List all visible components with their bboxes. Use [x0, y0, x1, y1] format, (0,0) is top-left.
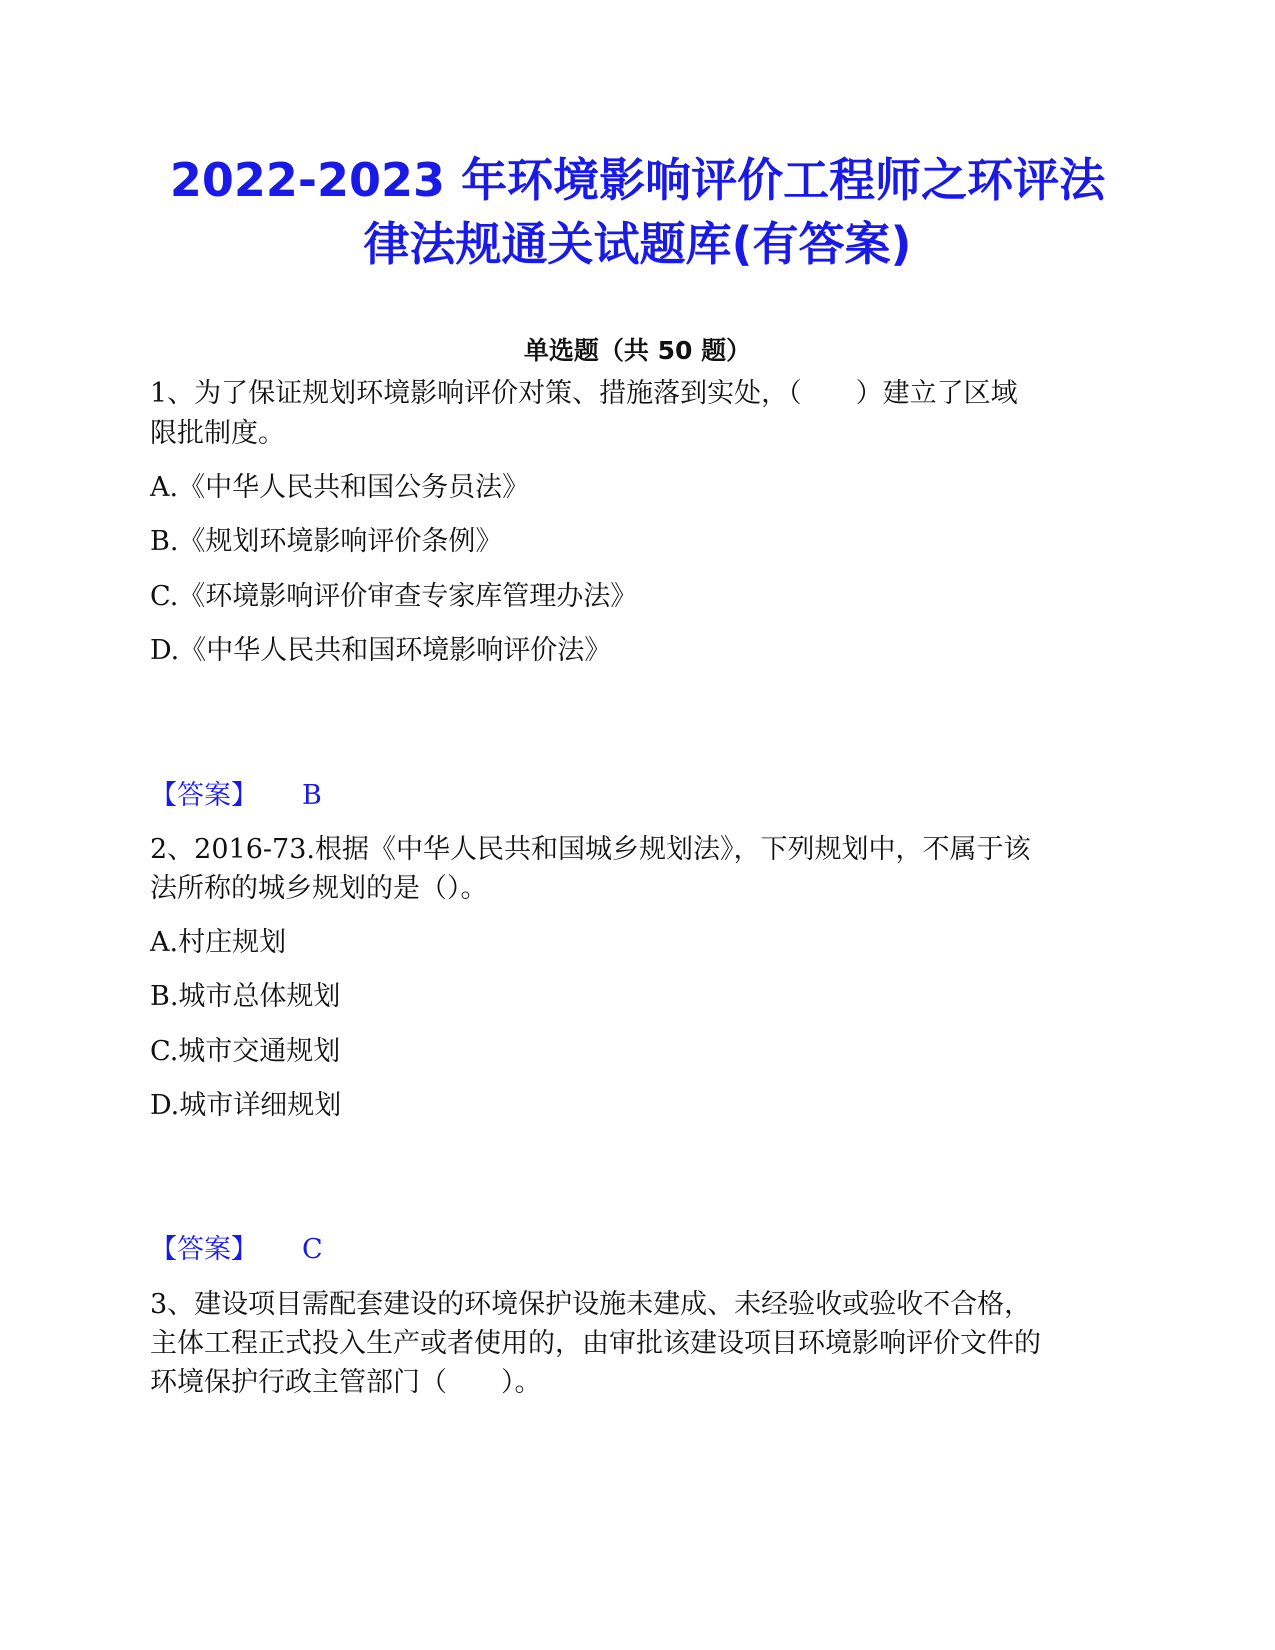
question-2-option-d: D.城市详细规划	[150, 1090, 342, 1121]
question-1-stem-line-1: 1、为了保证规划环境影响评价对策、措施落到实处，（ ）建立了区域	[150, 378, 1018, 409]
question-1-option-d: D.《中华人民共和国环境影响评价法》	[150, 635, 612, 666]
question-1-option-c: C.《环境影响评价审查专家库管理办法》	[150, 581, 638, 612]
answer-label: 【答案】	[150, 1234, 258, 1265]
question-1-option-b: B.《规划环境影响评价条例》	[150, 526, 503, 557]
question-3-stem-line-2: 主体工程正式投入生产或者使用的，由审批该建设项目环境影响评价文件的	[150, 1328, 1041, 1359]
answer-label: 【答案】	[150, 780, 258, 811]
question-2-option-b: B.城市总体规划	[150, 981, 341, 1012]
question-2-option-c: C.城市交通规划	[150, 1036, 341, 1067]
title-line-2: 律法规通关试题库(有答案)	[363, 217, 912, 271]
question-2-stem-line-1: 2、2016-73.根据《中华人民共和国城乡规划法》，下列规划中，不属于该	[150, 834, 1031, 865]
question-3-stem-line-1: 3、建设项目需配套建设的环境保护设施未建成、未经验收或验收不合格，	[150, 1289, 1032, 1320]
question-2-stem-line-2: 法所称的城乡规划的是（）。	[150, 873, 488, 904]
section-heading: 单选题（共 50 题）	[523, 336, 752, 365]
answer-value: B	[302, 780, 322, 811]
question-1-stem-line-2: 限批制度。	[150, 418, 285, 449]
question-3-stem-line-3: 环境保护行政主管部门（ ）。	[150, 1367, 542, 1398]
title-line-1: 2022-2023 年环境影响评价工程师之环评法	[169, 153, 1106, 207]
question-2-answer	[150, 1230, 323, 1270]
question-2-option-a: A.村庄规划	[150, 927, 287, 958]
document-title	[120, 148, 1155, 276]
question-1-answer	[150, 776, 322, 816]
answer-value: C	[302, 1234, 323, 1265]
question-1-option-a: A.《中华人民共和国公务员法》	[150, 472, 530, 503]
